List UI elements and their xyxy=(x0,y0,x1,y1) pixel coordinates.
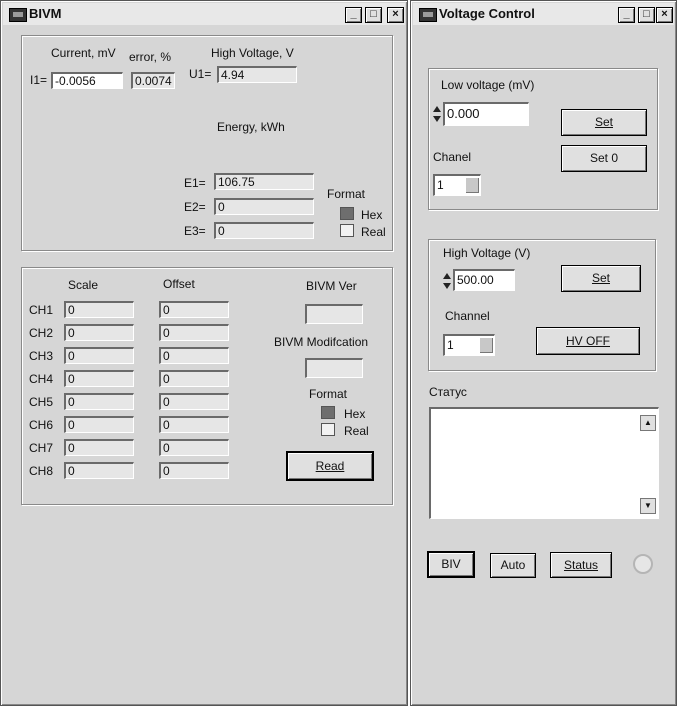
scroll-up-icon[interactable]: ▲ xyxy=(640,415,656,431)
bivm-title: BIVM xyxy=(29,6,62,21)
vc-titlebar[interactable] xyxy=(413,3,674,25)
vc-title: Voltage Control xyxy=(439,6,535,21)
ch7-label: CH7 xyxy=(29,441,54,455)
set-button-label: Set xyxy=(594,115,613,129)
low-voltage-spinner-icon[interactable] xyxy=(433,104,442,124)
set0-button[interactable] xyxy=(561,145,647,172)
ch7-offset-field[interactable]: 0 xyxy=(159,439,229,456)
ch2-scale-field[interactable]: 0 xyxy=(64,324,134,341)
format-real-swatch[interactable] xyxy=(340,224,354,237)
format-hex-label: Hex xyxy=(361,208,383,222)
status-label: Статус xyxy=(429,385,467,399)
ch7-scale-field[interactable]: 0 xyxy=(64,439,134,456)
auto-button-label: Auto xyxy=(500,558,526,572)
biv-button[interactable] xyxy=(427,551,475,578)
format2-hex-label: Hex xyxy=(344,407,366,421)
high-voltage-label: High Voltage (V) xyxy=(443,246,531,260)
status-indicator-icon xyxy=(633,554,653,574)
current-label: Current, mV xyxy=(51,46,116,60)
low-voltage-label: Low voltage (mV) xyxy=(441,78,535,92)
bivm-titlebar[interactable] xyxy=(3,3,405,25)
minimize-button[interactable]: _ xyxy=(618,7,635,23)
e2-label: E2= xyxy=(184,200,206,214)
bivm-mod-field[interactable] xyxy=(305,358,363,378)
minimize-button[interactable]: _ xyxy=(345,7,362,23)
status-memo[interactable] xyxy=(429,407,659,519)
hv-set-button-label: Set xyxy=(591,271,610,285)
bivm-ver-field[interactable] xyxy=(305,304,363,324)
maximize-button[interactable]: □ xyxy=(365,7,382,23)
low-voltage-input[interactable]: 0.000 xyxy=(443,102,529,126)
e3-label: E3= xyxy=(184,224,206,238)
ch3-offset-field[interactable]: 0 xyxy=(159,347,229,364)
channel-value: 1 xyxy=(447,338,454,352)
read-button[interactable] xyxy=(286,451,374,481)
ch6-label: CH6 xyxy=(29,418,54,432)
error-label: error, % xyxy=(129,50,172,64)
ch5-label: CH5 xyxy=(29,395,54,409)
format2-hex-swatch[interactable] xyxy=(321,406,335,419)
high-voltage-spinner-icon[interactable] xyxy=(443,271,452,291)
ch1-label: CH1 xyxy=(29,303,54,317)
format-label: Format xyxy=(327,187,366,201)
channel-label: Channel xyxy=(445,309,490,323)
format2-real-label: Real xyxy=(344,424,369,438)
ch2-offset-field[interactable]: 0 xyxy=(159,324,229,341)
format-real-label: Real xyxy=(361,225,386,239)
high-voltage-set-button[interactable] xyxy=(561,265,641,292)
read-button-label: Read xyxy=(315,459,345,473)
status-button-label: Status xyxy=(563,558,599,572)
set0-button-label: Set 0 xyxy=(589,151,619,165)
e1-field[interactable]: 106.75 xyxy=(214,173,314,190)
chevron-down-icon[interactable] xyxy=(479,337,493,353)
chevron-down-icon[interactable] xyxy=(465,177,479,193)
scroll-down-icon[interactable]: ▼ xyxy=(640,498,656,514)
ch8-label: CH8 xyxy=(29,464,54,478)
scale-header: Scale xyxy=(68,278,99,292)
e1-label: E1= xyxy=(184,176,206,190)
ch1-scale-field[interactable]: 0 xyxy=(64,301,134,318)
high-voltage-input[interactable]: 500.00 xyxy=(453,269,515,291)
ch5-offset-field[interactable]: 0 xyxy=(159,393,229,410)
chanel-value: 1 xyxy=(437,178,444,192)
high-voltage-label: High Voltage, V xyxy=(211,46,294,60)
ch4-scale-field[interactable]: 0 xyxy=(64,370,134,387)
hv-off-button-label: HV OFF xyxy=(566,334,610,348)
ch5-scale-field[interactable]: 0 xyxy=(64,393,134,410)
status-button[interactable] xyxy=(550,552,612,578)
low-voltage-set-button[interactable] xyxy=(561,109,647,136)
i1-label: I1= xyxy=(30,73,48,87)
e3-field[interactable]: 0 xyxy=(214,222,314,239)
bivm-mod-label: BIVM Modifcation xyxy=(274,335,369,349)
maximize-button[interactable]: □ xyxy=(638,7,655,23)
energy-label: Energy, kWh xyxy=(217,120,285,134)
ch3-label: CH3 xyxy=(29,349,54,363)
hv-off-button[interactable] xyxy=(536,327,640,355)
ch4-offset-field[interactable]: 0 xyxy=(159,370,229,387)
app-icon xyxy=(9,8,27,22)
auto-button[interactable] xyxy=(490,553,536,578)
ch8-scale-field[interactable]: 0 xyxy=(64,462,134,479)
ch3-scale-field[interactable]: 0 xyxy=(64,347,134,364)
u1-field[interactable]: 4.94 xyxy=(217,66,297,83)
voltage-control-window xyxy=(410,0,677,706)
offset-header: Offset xyxy=(163,277,195,291)
chanel-select[interactable] xyxy=(433,174,481,196)
chanel-label: Chanel xyxy=(433,150,472,164)
u1-label: U1= xyxy=(189,67,212,81)
format2-label: Format xyxy=(309,387,348,401)
bivm-ver-label: BIVM Ver xyxy=(306,279,357,293)
format2-real-swatch[interactable] xyxy=(321,423,335,436)
format-hex-swatch[interactable] xyxy=(340,207,354,220)
ch6-scale-field[interactable]: 0 xyxy=(64,416,134,433)
biv-button-label: BIV xyxy=(441,557,461,571)
ch2-label: CH2 xyxy=(29,326,54,340)
ch8-offset-field[interactable]: 0 xyxy=(159,462,229,479)
i1-field[interactable]: -0.0056 xyxy=(51,72,123,89)
close-button[interactable]: × xyxy=(387,7,404,23)
close-button[interactable]: × xyxy=(656,7,673,23)
error-field[interactable]: 0.0074 xyxy=(131,72,175,89)
app-icon xyxy=(419,8,437,22)
ch4-label: CH4 xyxy=(29,372,54,386)
channel-select[interactable] xyxy=(443,334,495,356)
ch6-offset-field[interactable]: 0 xyxy=(159,416,229,433)
ch1-offset-field[interactable]: 0 xyxy=(159,301,229,318)
e2-field[interactable]: 0 xyxy=(214,198,314,215)
